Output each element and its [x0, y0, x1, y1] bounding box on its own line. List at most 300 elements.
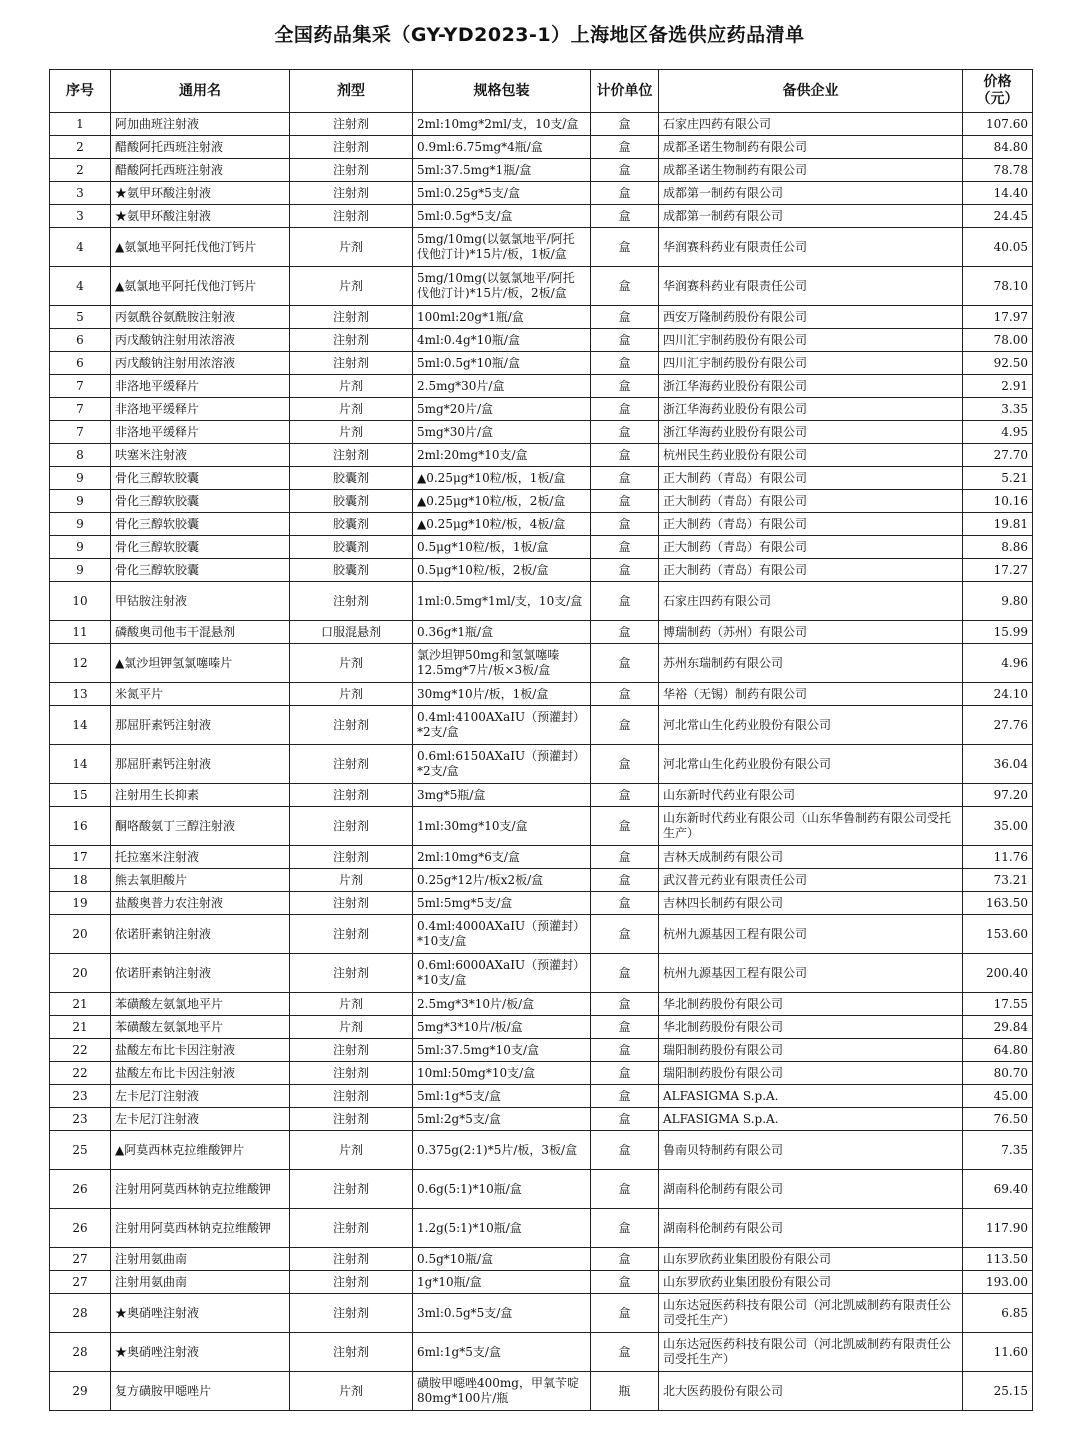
cell-no: 26: [50, 1209, 111, 1248]
cell-name: 苯磺酸左氨氯地平片: [111, 1016, 290, 1039]
cell-price: 5.21: [963, 467, 1033, 490]
cell-no: 23: [50, 1085, 111, 1108]
cell-spec: 100ml:20g*1瓶/盒: [413, 306, 591, 329]
cell-no: 13: [50, 683, 111, 706]
cell-no: 11: [50, 621, 111, 644]
cell-spec: 1.2g(5:1)*10瓶/盒: [413, 1209, 591, 1248]
cell-no: 17: [50, 846, 111, 869]
cell-name: 苯磺酸左氨氯地平片: [111, 993, 290, 1016]
cell-no: 8: [50, 444, 111, 467]
cell-name: 骨化三醇软胶囊: [111, 559, 290, 582]
cell-price: 4.95: [963, 421, 1033, 444]
cell-company: 成都圣诺生物制药有限公司: [659, 159, 963, 182]
cell-form: 注射剂: [290, 329, 413, 352]
cell-form: 注射剂: [290, 113, 413, 136]
cell-price: 84.80: [963, 136, 1033, 159]
cell-no: 1: [50, 113, 111, 136]
table-row: [50, 993, 1033, 1016]
cell-company: 山东新时代药业有限公司: [659, 784, 963, 807]
cell-price: 11.60: [963, 1333, 1033, 1372]
cell-company: 河北常山生化药业股份有限公司: [659, 706, 963, 745]
cell-price: 117.90: [963, 1209, 1033, 1248]
cell-spec: 2ml:10mg*6支/盒: [413, 846, 591, 869]
cell-unit: 盒: [591, 559, 659, 582]
cell-no: 4: [50, 267, 111, 306]
cell-form: 注射剂: [290, 444, 413, 467]
cell-company: ALFASIGMA S.p.A.: [659, 1085, 963, 1108]
cell-form: 注射剂: [290, 1209, 413, 1248]
cell-name: 丙戊酸钠注射用浓溶液: [111, 329, 290, 352]
cell-unit: 盒: [591, 159, 659, 182]
table-row: [50, 892, 1033, 915]
cell-unit: 盒: [591, 1294, 659, 1333]
cell-spec: 3ml:0.5g*5支/盒: [413, 1294, 591, 1333]
cell-no: 22: [50, 1039, 111, 1062]
cell-form: 注射剂: [290, 784, 413, 807]
cell-name: 非洛地平缓释片: [111, 375, 290, 398]
cell-spec: 0.375g(2:1)*5片/板，3板/盒: [413, 1131, 591, 1170]
cell-spec: 1ml:0.5mg*1ml/支，10支/盒: [413, 582, 591, 621]
cell-unit: 盒: [591, 1108, 659, 1131]
table-row: [50, 113, 1033, 136]
table-row: [50, 1108, 1033, 1131]
cell-name: 甲钴胺注射液: [111, 582, 290, 621]
cell-name: 醋酸阿托西班注射液: [111, 136, 290, 159]
cell-price: 40.05: [963, 228, 1033, 267]
cell-spec: 0.4ml:4100AXaIU（预灌封）*2支/盒: [413, 706, 591, 745]
cell-company: 山东新时代药业有限公司（山东华鲁制药有限公司受托生产）: [659, 807, 963, 846]
table-row: [50, 1131, 1033, 1170]
cell-form: 注射剂: [290, 136, 413, 159]
cell-no: 9: [50, 490, 111, 513]
cell-name: 米氮平片: [111, 683, 290, 706]
table-row: [50, 915, 1033, 954]
cell-unit: 盒: [591, 915, 659, 954]
cell-no: 3: [50, 205, 111, 228]
cell-company: 成都圣诺生物制药有限公司: [659, 136, 963, 159]
table-row: [50, 1248, 1033, 1271]
cell-price: 19.81: [963, 513, 1033, 536]
cell-spec: 0.6g(5:1)*10瓶/盒: [413, 1170, 591, 1209]
cell-spec: 5ml:0.5g*5支/盒: [413, 205, 591, 228]
cell-unit: 盒: [591, 1039, 659, 1062]
cell-form: 注射剂: [290, 892, 413, 915]
cell-price: 11.76: [963, 846, 1033, 869]
cell-unit: 盒: [591, 1209, 659, 1248]
table-row: [50, 846, 1033, 869]
cell-spec: 0.9ml:6.75mg*4瓶/盒: [413, 136, 591, 159]
cell-spec: 0.36g*1瓶/盒: [413, 621, 591, 644]
cell-no: 27: [50, 1248, 111, 1271]
table-row: [50, 807, 1033, 846]
cell-spec: 5ml:2g*5支/盒: [413, 1108, 591, 1131]
cell-form: 注射剂: [290, 1085, 413, 1108]
cell-spec: 0.5μg*10粒/板，1板/盒: [413, 536, 591, 559]
cell-no: 9: [50, 536, 111, 559]
cell-company: 华北制药股份有限公司: [659, 993, 963, 1016]
cell-spec: ▲0.25μg*10粒/板，4板/盒: [413, 513, 591, 536]
cell-price: 64.80: [963, 1039, 1033, 1062]
cell-form: 片剂: [290, 398, 413, 421]
cell-form: 胶囊剂: [290, 513, 413, 536]
cell-no: 5: [50, 306, 111, 329]
cell-unit: 盒: [591, 1248, 659, 1271]
cell-form: 注射剂: [290, 915, 413, 954]
cell-company: 瑞阳制药股份有限公司: [659, 1039, 963, 1062]
cell-company: 湖南科伦制药有限公司: [659, 1209, 963, 1248]
cell-name: 托拉塞米注射液: [111, 846, 290, 869]
table-row: [50, 582, 1033, 621]
table-row: [50, 444, 1033, 467]
cell-price: 24.10: [963, 683, 1033, 706]
cell-spec: 4ml:0.4g*10瓶/盒: [413, 329, 591, 352]
cell-spec: 1g*10瓶/盒: [413, 1271, 591, 1294]
table-row: [50, 683, 1033, 706]
cell-spec: 2.5mg*3*10片/板/盒: [413, 993, 591, 1016]
cell-price: 17.55: [963, 993, 1033, 1016]
cell-company: 四川汇宇制药股份有限公司: [659, 352, 963, 375]
cell-form: 注射剂: [290, 846, 413, 869]
cell-price: 97.20: [963, 784, 1033, 807]
cell-spec: 5ml:37.5mg*10支/盒: [413, 1039, 591, 1062]
table-row: [50, 306, 1033, 329]
cell-unit: 盒: [591, 205, 659, 228]
cell-price: 78.10: [963, 267, 1033, 306]
cell-company: 山东达冠医药科技有限公司（河北凯威制药有限责任公司受托生产）: [659, 1333, 963, 1372]
cell-unit: 瓶: [591, 1372, 659, 1411]
header-no: 序号: [50, 70, 111, 113]
cell-no: 23: [50, 1108, 111, 1131]
cell-price: 69.40: [963, 1170, 1033, 1209]
cell-unit: 盒: [591, 993, 659, 1016]
cell-unit: 盒: [591, 467, 659, 490]
cell-name: 酮咯酸氨丁三醇注射液: [111, 807, 290, 846]
cell-name: 丙氨酰谷氨酰胺注射液: [111, 306, 290, 329]
cell-form: 片剂: [290, 993, 413, 1016]
cell-form: 注射剂: [290, 1248, 413, 1271]
cell-name: 左卡尼汀注射液: [111, 1085, 290, 1108]
cell-unit: 盒: [591, 1271, 659, 1294]
cell-form: 口服混悬剂: [290, 621, 413, 644]
cell-form: 注射剂: [290, 745, 413, 784]
cell-price: 27.70: [963, 444, 1033, 467]
table-row: [50, 1170, 1033, 1209]
cell-company: 西安万隆制药股份有限公司: [659, 306, 963, 329]
cell-unit: 盒: [591, 644, 659, 683]
cell-unit: 盒: [591, 228, 659, 267]
cell-price: 15.99: [963, 621, 1033, 644]
cell-name: ★奥硝唑注射液: [111, 1294, 290, 1333]
header-unit: 计价单位: [591, 70, 659, 113]
cell-price: 113.50: [963, 1248, 1033, 1271]
cell-unit: 盒: [591, 745, 659, 784]
table-row: [50, 869, 1033, 892]
table-row: [50, 1333, 1033, 1372]
cell-company: 鲁南贝特制药有限公司: [659, 1131, 963, 1170]
cell-no: 28: [50, 1294, 111, 1333]
cell-no: 19: [50, 892, 111, 915]
cell-unit: 盒: [591, 352, 659, 375]
cell-spec: 5mg/10mg(以氨氯地平/阿托伐他汀计)*15片/板，1板/盒: [413, 228, 591, 267]
cell-spec: 5mg/10mg(以氨氯地平/阿托伐他汀计)*15片/板，2板/盒: [413, 267, 591, 306]
cell-no: 10: [50, 582, 111, 621]
cell-form: 注射剂: [290, 1062, 413, 1085]
cell-name: 左卡尼汀注射液: [111, 1108, 290, 1131]
cell-form: 片剂: [290, 869, 413, 892]
table-row: [50, 398, 1033, 421]
cell-no: 21: [50, 1016, 111, 1039]
table-row: [50, 375, 1033, 398]
cell-no: 29: [50, 1372, 111, 1411]
cell-name: 依诺肝素钠注射液: [111, 915, 290, 954]
cell-form: 片剂: [290, 421, 413, 444]
cell-price: 107.60: [963, 113, 1033, 136]
cell-name: 复方磺胺甲噁唑片: [111, 1372, 290, 1411]
cell-company: 吉林天成制药有限公司: [659, 846, 963, 869]
cell-name: 注射用氨曲南: [111, 1248, 290, 1271]
table-row: [50, 1271, 1033, 1294]
cell-company: 浙江华海药业股份有限公司: [659, 375, 963, 398]
cell-spec: ▲0.25μg*10粒/板，2板/盒: [413, 490, 591, 513]
table-row: [50, 1085, 1033, 1108]
table-row: [50, 182, 1033, 205]
cell-spec: 10ml:50mg*10支/盒: [413, 1062, 591, 1085]
table-row: [50, 644, 1033, 683]
cell-name: 磷酸奥司他韦干混悬剂: [111, 621, 290, 644]
table-row: [50, 490, 1033, 513]
cell-price: 14.40: [963, 182, 1033, 205]
cell-price: 2.91: [963, 375, 1033, 398]
cell-unit: 盒: [591, 706, 659, 745]
cell-company: 成都第一制药有限公司: [659, 182, 963, 205]
cell-spec: 0.6ml:6150AXaIU（预灌封）*2支/盒: [413, 745, 591, 784]
cell-price: 36.04: [963, 745, 1033, 784]
table-row: [50, 1039, 1033, 1062]
header-form: 剂型: [290, 70, 413, 113]
cell-no: 25: [50, 1131, 111, 1170]
cell-form: 胶囊剂: [290, 559, 413, 582]
cell-company: 四川汇宇制药股份有限公司: [659, 329, 963, 352]
cell-name: ★氨甲环酸注射液: [111, 205, 290, 228]
cell-form: 注射剂: [290, 1170, 413, 1209]
cell-no: 20: [50, 954, 111, 993]
cell-price: 78.00: [963, 329, 1033, 352]
cell-form: 片剂: [290, 375, 413, 398]
cell-no: 18: [50, 869, 111, 892]
cell-unit: 盒: [591, 621, 659, 644]
cell-company: 吉林四长制药有限公司: [659, 892, 963, 915]
cell-spec: 磺胺甲噁唑400mg，甲氧苄啶80mg*100片/瓶: [413, 1372, 591, 1411]
cell-spec: 5ml:37.5mg*1瓶/盒: [413, 159, 591, 182]
cell-name: 阿加曲班注射液: [111, 113, 290, 136]
cell-spec: 5ml:5mg*5支/盒: [413, 892, 591, 915]
cell-price: 92.50: [963, 352, 1033, 375]
cell-spec: 氯沙坦钾50mg和氢氯噻嗪12.5mg*7片/板×3板/盒: [413, 644, 591, 683]
cell-name: 盐酸左布比卡因注射液: [111, 1039, 290, 1062]
cell-price: 73.21: [963, 869, 1033, 892]
cell-spec: 2ml:10mg*2ml/支，10支/盒: [413, 113, 591, 136]
cell-unit: 盒: [591, 892, 659, 915]
table-row: [50, 954, 1033, 993]
cell-price: 78.78: [963, 159, 1033, 182]
cell-company: 河北常山生化药业股份有限公司: [659, 745, 963, 784]
cell-name: 呋塞米注射液: [111, 444, 290, 467]
table-header-row: [50, 70, 1033, 113]
cell-company: 正大制药（青岛）有限公司: [659, 490, 963, 513]
cell-name: 注射用阿莫西林钠克拉维酸钾: [111, 1170, 290, 1209]
cell-name: 熊去氧胆酸片: [111, 869, 290, 892]
cell-spec: 5mg*30片/盒: [413, 421, 591, 444]
cell-name: 那屈肝素钙注射液: [111, 706, 290, 745]
cell-unit: 盒: [591, 1062, 659, 1085]
cell-price: 163.50: [963, 892, 1033, 915]
cell-no: 28: [50, 1333, 111, 1372]
cell-no: 12: [50, 644, 111, 683]
cell-spec: 5ml:0.5g*10瓶/盒: [413, 352, 591, 375]
cell-form: 注射剂: [290, 706, 413, 745]
table-row: [50, 421, 1033, 444]
table-row: [50, 205, 1033, 228]
table-row: [50, 329, 1033, 352]
cell-price: 25.15: [963, 1372, 1033, 1411]
cell-company: 瑞阳制药股份有限公司: [659, 1062, 963, 1085]
cell-form: 片剂: [290, 1131, 413, 1170]
cell-form: 片剂: [290, 683, 413, 706]
cell-spec: 5mg*20片/盒: [413, 398, 591, 421]
cell-name: 注射用氨曲南: [111, 1271, 290, 1294]
cell-no: 27: [50, 1271, 111, 1294]
table-row: [50, 1372, 1033, 1411]
cell-company: 山东罗欣药业集团股份有限公司: [659, 1248, 963, 1271]
cell-price: 29.84: [963, 1016, 1033, 1039]
header-spec: 规格包装: [413, 70, 591, 113]
table-row: [50, 267, 1033, 306]
cell-company: 石家庄四药有限公司: [659, 113, 963, 136]
cell-spec: 2.5mg*30片/盒: [413, 375, 591, 398]
cell-no: 2: [50, 159, 111, 182]
cell-spec: 6ml:1g*5支/盒: [413, 1333, 591, 1372]
cell-company: 浙江华海药业股份有限公司: [659, 398, 963, 421]
table-row: [50, 621, 1033, 644]
cell-name: ▲阿莫西林克拉维酸钾片: [111, 1131, 290, 1170]
drug-list-table: [49, 69, 1033, 1411]
cell-unit: 盒: [591, 1016, 659, 1039]
cell-no: 21: [50, 993, 111, 1016]
cell-form: 片剂: [290, 1372, 413, 1411]
cell-no: 9: [50, 467, 111, 490]
cell-name: 骨化三醇软胶囊: [111, 490, 290, 513]
table-row: [50, 136, 1033, 159]
cell-form: 注射剂: [290, 352, 413, 375]
cell-name: 骨化三醇软胶囊: [111, 536, 290, 559]
cell-company: 山东罗欣药业集团股份有限公司: [659, 1271, 963, 1294]
cell-unit: 盒: [591, 807, 659, 846]
cell-unit: 盒: [591, 306, 659, 329]
cell-unit: 盒: [591, 267, 659, 306]
cell-price: 7.35: [963, 1131, 1033, 1170]
cell-company: 正大制药（青岛）有限公司: [659, 559, 963, 582]
cell-unit: 盒: [591, 513, 659, 536]
cell-no: 14: [50, 745, 111, 784]
cell-unit: 盒: [591, 582, 659, 621]
cell-company: 浙江华海药业股份有限公司: [659, 421, 963, 444]
cell-spec: 5ml:1g*5支/盒: [413, 1085, 591, 1108]
cell-name: 丙戊酸钠注射用浓溶液: [111, 352, 290, 375]
cell-unit: 盒: [591, 490, 659, 513]
cell-form: 注射剂: [290, 1108, 413, 1131]
cell-unit: 盒: [591, 113, 659, 136]
cell-form: 注射剂: [290, 954, 413, 993]
cell-company: 正大制药（青岛）有限公司: [659, 536, 963, 559]
cell-name: 醋酸阿托西班注射液: [111, 159, 290, 182]
cell-spec: 0.5μg*10粒/板，2板/盒: [413, 559, 591, 582]
cell-form: 注射剂: [290, 205, 413, 228]
table-row: [50, 1062, 1033, 1085]
cell-company: 杭州九源基因工程有限公司: [659, 915, 963, 954]
cell-unit: 盒: [591, 329, 659, 352]
cell-company: 杭州九源基因工程有限公司: [659, 954, 963, 993]
cell-price: 3.35: [963, 398, 1033, 421]
cell-name: ▲氨氯地平阿托伐他汀钙片: [111, 228, 290, 267]
cell-no: 6: [50, 329, 111, 352]
cell-form: 胶囊剂: [290, 490, 413, 513]
page-title: 全国药品集采（GY-YD2023-1）上海地区备选供应药品清单: [274, 24, 805, 46]
cell-form: 注射剂: [290, 582, 413, 621]
cell-name: ★氨甲环酸注射液: [111, 182, 290, 205]
cell-no: 14: [50, 706, 111, 745]
cell-name: 依诺肝素钠注射液: [111, 954, 290, 993]
cell-form: 胶囊剂: [290, 467, 413, 490]
cell-name: 骨化三醇软胶囊: [111, 467, 290, 490]
cell-name: 盐酸奥普力农注射液: [111, 892, 290, 915]
cell-price: 4.96: [963, 644, 1033, 683]
cell-form: 片剂: [290, 228, 413, 267]
cell-no: 6: [50, 352, 111, 375]
cell-unit: 盒: [591, 398, 659, 421]
cell-spec: 0.4ml:4000AXaIU（预灌封）*10支/盒: [413, 915, 591, 954]
cell-form: 注射剂: [290, 807, 413, 846]
cell-price: 9.80: [963, 582, 1033, 621]
table-row: [50, 352, 1033, 375]
cell-spec: 0.6ml:6000AXaIU（预灌封）*10支/盒: [413, 954, 591, 993]
table-row: [50, 467, 1033, 490]
cell-form: 注射剂: [290, 1039, 413, 1062]
cell-unit: 盒: [591, 375, 659, 398]
cell-spec: 30mg*10片/板，1板/盒: [413, 683, 591, 706]
cell-company: 湖南科伦制药有限公司: [659, 1170, 963, 1209]
cell-no: 15: [50, 784, 111, 807]
cell-unit: 盒: [591, 683, 659, 706]
table-row: [50, 1209, 1033, 1248]
cell-company: 成都第一制药有限公司: [659, 205, 963, 228]
cell-form: 注射剂: [290, 1271, 413, 1294]
table-row: [50, 1016, 1033, 1039]
cell-company: ALFASIGMA S.p.A.: [659, 1108, 963, 1131]
cell-company: 苏州东瑞制药有限公司: [659, 644, 963, 683]
cell-form: 注射剂: [290, 1333, 413, 1372]
cell-company: 正大制药（青岛）有限公司: [659, 467, 963, 490]
cell-company: 博瑞制药（苏州）有限公司: [659, 621, 963, 644]
cell-form: 胶囊剂: [290, 536, 413, 559]
table-row: [50, 1294, 1033, 1333]
cell-form: 片剂: [290, 267, 413, 306]
cell-company: 武汉普元药业有限责任公司: [659, 869, 963, 892]
cell-no: 22: [50, 1062, 111, 1085]
cell-company: 华北制药股份有限公司: [659, 1016, 963, 1039]
table-row: [50, 745, 1033, 784]
cell-spec: ▲0.25μg*10粒/板，1板/盒: [413, 467, 591, 490]
cell-unit: 盒: [591, 444, 659, 467]
